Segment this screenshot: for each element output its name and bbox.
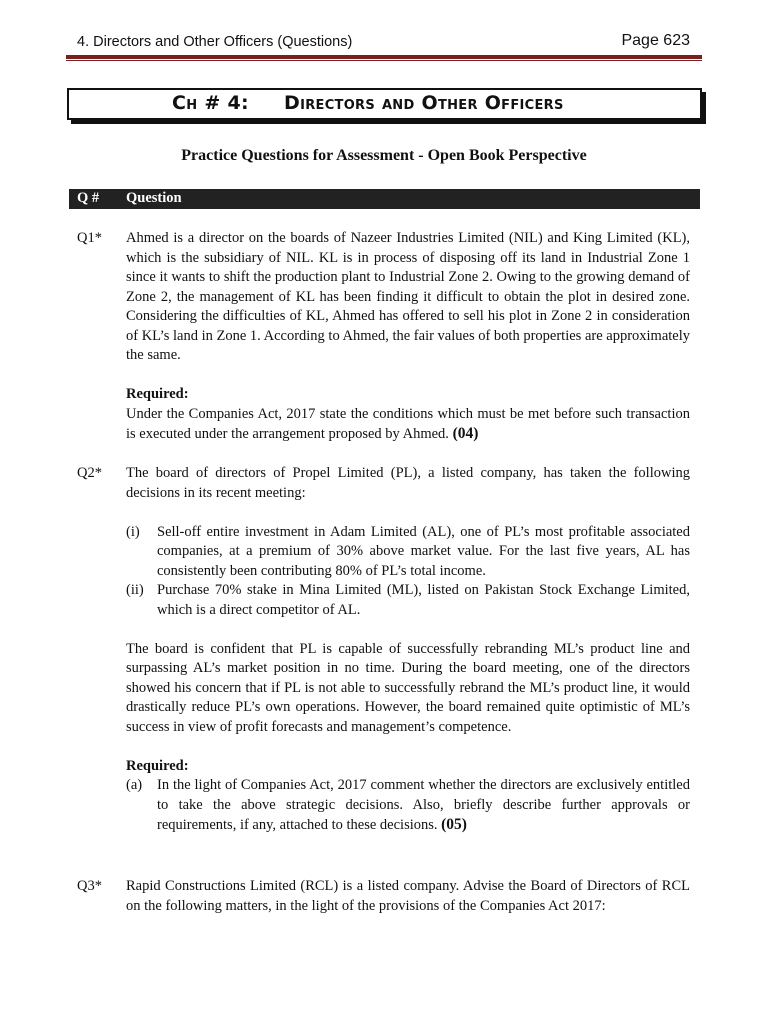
list-marker: (a) [126,777,143,793]
list-item [126,523,690,582]
required-text-block [126,405,690,445]
question-body [126,464,690,836]
required-label: Required: [126,757,189,774]
list-item [126,581,690,620]
list-text: Sell-off entire investment in Adam Limited (AL), one of PL’s most profitable associated companies, at a premium of 30% above market value. For the last five years, AL has consistently been contributing 80% of PL’s total income. [157,523,690,579]
column-question: Question [126,190,182,206]
question-label: Q3* [77,878,102,894]
required-text: In the light of Companies Act, 2017 comment whether the directors are exclusively entitled to take the above strategic decisions. Also, briefly describe further approvals or requirements, if any, attached to these decisions. [157,777,690,833]
marks: (04) [452,425,479,442]
chapter-title: Directors and Other Officers [284,92,564,114]
question-label: Q2* [77,465,102,481]
list-marker: (ii) [126,582,144,598]
header-rule-thin [66,60,702,61]
required-label: Required: [126,386,189,402]
list-marker: (i) [126,523,140,540]
chapter-title-box [67,88,702,120]
question-label: Q1* [77,230,102,246]
running-header [77,32,690,54]
question-body [126,229,690,445]
question-intro: Rapid Constructions Limited (RCL) is a listed company. Advise the Board of Directors of RCL on the following matters, in the light of the provisions of the Companies Act 2017: [126,878,690,914]
marks: (05) [441,816,467,833]
list-text: Purchase 70% stake in Mina Limited (ML), listed on Pakistan Stock Exchange Limited, which is a direct competitor of AL. [157,582,690,618]
chapter-number: Ch # 4: [172,92,249,114]
header-chapter-ref: 4. Directors and Other Officers (Questions) [77,34,353,50]
question-body [126,877,690,916]
question-paragraph: The board is confident that PL is capable of successfully rebranding ML’s product line and surpassing AL’s market position in no time. During the board meeting, one of the directors showed his concern that if PL is not able to successfully rebrand the ML’s product line, it would drastically reduce PL’s own operations. However, the board remained quite optimistic of ML’s success in view of profit forecasts and management’s competence. [126,640,690,735]
section-subtitle: Practice Questions for Assessment - Open Book Perspective [181,147,587,164]
question-paragraph: Ahmed is a director on the boards of Nazeer Industries Limited (NIL) and King Limited (KL), which is the subsidiary of NIL. KL is in process of disposing off its land in Industrial Zone 1 since it wants to shift the production plant to Industrial Zone 2. Owing to the growing demand of Zone 2, the management of KL has been finding it difficult to obtain the plot in desired zone. Considering the difficulties of KL, Ahmed has offered to sell his plot in Zone 2 in consideration of KL’s land in Zone 1. According to Ahmed, the fair values of both properties are approximately the same. [126,230,691,363]
column-qnum: Q # [77,190,100,206]
header-rule-thick [66,55,702,59]
question-table-header [69,189,700,209]
required-item [126,776,690,836]
page-number: Page 623 [621,32,690,49]
question-intro: The board of directors of Propel Limited (PL), a listed company, has taken the following decisions in its recent meeting: [126,465,690,501]
required-text: Under the Companies Act, 2017 state the conditions which must be met before such transaction is executed under the arrangement proposed by Ahmed. [126,405,690,442]
